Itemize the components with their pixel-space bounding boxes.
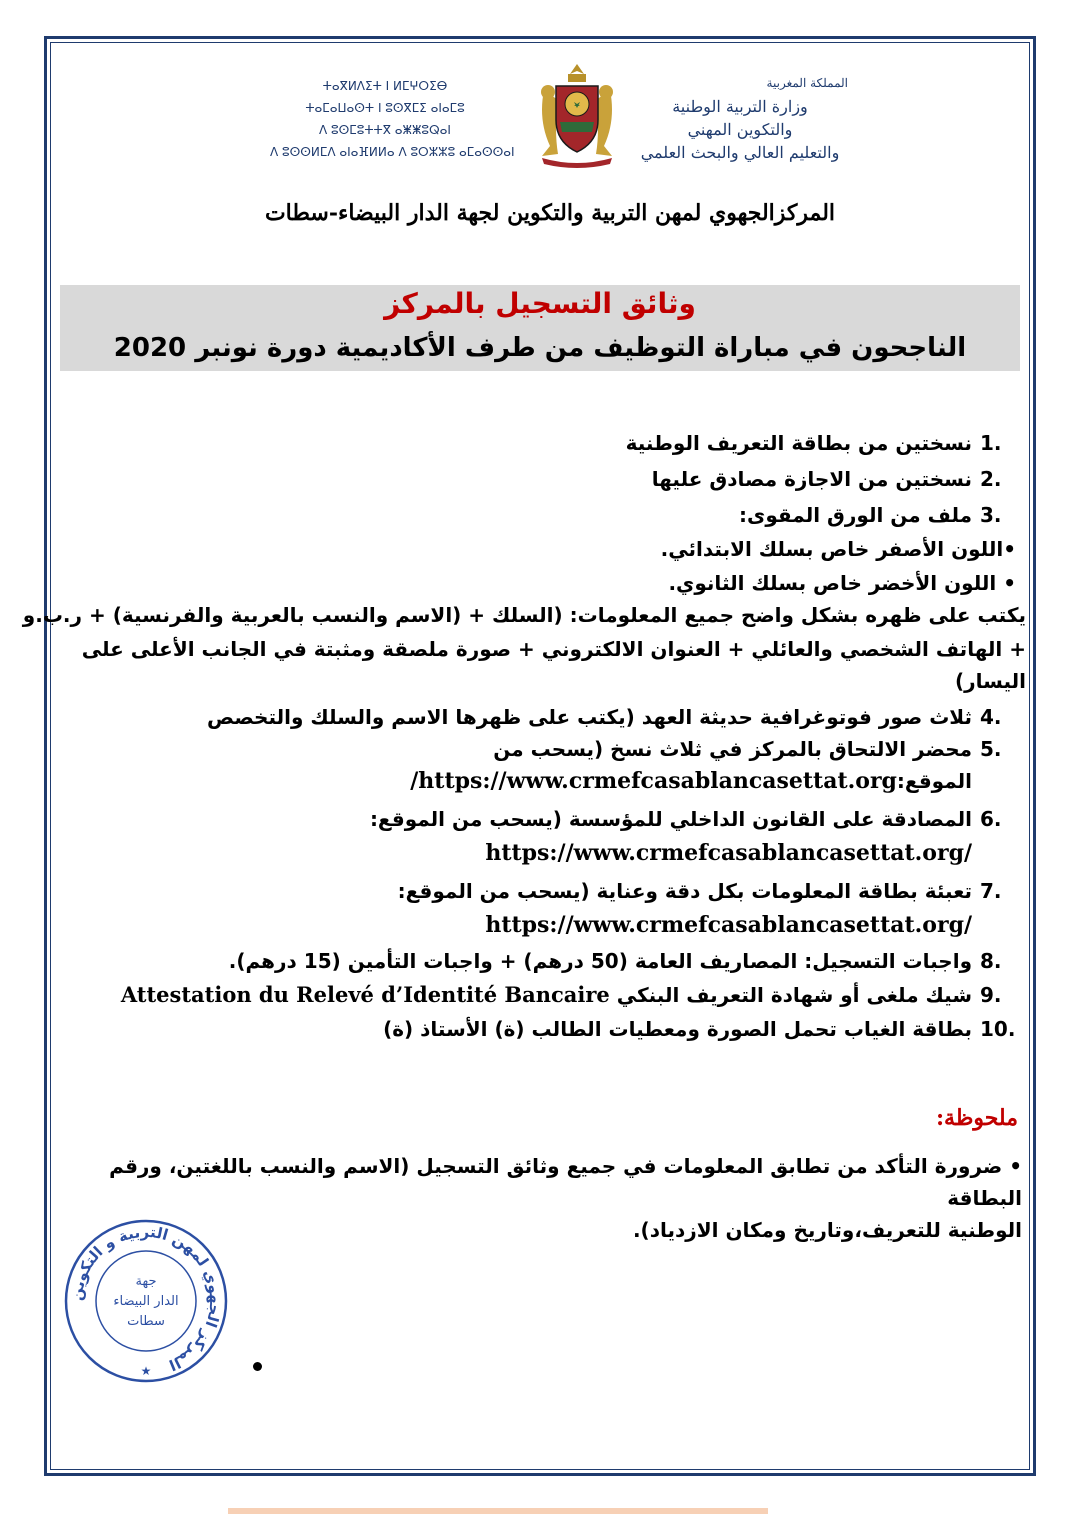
item-text: محضر الالتحاق بالمركز في ثلاث نسخ (يسحب من — [493, 737, 972, 761]
list-item — [62, 978, 1022, 1012]
page-title: وثائق التسجيل بالمركز — [384, 287, 696, 320]
item-text: واجبات التسجيل: المصاريف العامة (50 درهم) + واجبات التأمين (15 درهم). — [228, 949, 972, 973]
page-subtitle: الناجحون في مباراة التوظيف من طرف الأكاديمية دورة نونبر 2020 — [113, 333, 967, 363]
list-item — [62, 498, 1022, 532]
item-number: 6. — [980, 807, 1002, 831]
list-item-continuation — [62, 908, 1022, 944]
item-text-fr: Attestation du Relevé d’Identité Bancaire — [120, 982, 610, 1007]
ministry-line: والتكوين المهني — [687, 120, 793, 139]
stamp-ring-text: المركز الجهوي لمهن التربية و التكوين — [67, 1222, 225, 1375]
note-line: • ضرورة التأكد من تطابق المعلومات في جميع وثائق التسجيل (الاسم والنسب باللغتين، ورقم البطاقة — [109, 1154, 1022, 1210]
list-item — [62, 1012, 1022, 1046]
documents-list — [22, 426, 1026, 1046]
coat-of-arms-icon — [532, 60, 622, 170]
item-text: المصادقة على القانون الداخلي للمؤسسة (يسحب من الموقع: — [369, 807, 972, 831]
tifinagh-header — [270, 75, 515, 163]
ministry-line: المملكة المغربية — [766, 76, 848, 90]
bottom-strip — [228, 1508, 768, 1514]
site-url[interactable]: /https://www.crmefcasablancasettat.org — [410, 768, 897, 794]
site-label: الموقع: — [896, 769, 972, 793]
list-subitem — [62, 632, 1026, 664]
item-text: ثلاث صور فوتوغرافية حديثة العهد (يكتب على ظهرها الاسم والسلك والتخصص — [207, 705, 972, 729]
item-number: 2. — [980, 467, 1002, 491]
site-url[interactable]: https://www.crmefcasablancasettat.org/ — [485, 840, 972, 866]
ministry-header — [620, 72, 860, 164]
tifinagh-line: ⴷ ⵓⵙⵎⵓⵜⵜⴳ ⴰⵥⵥⵓⵕⴰⵏ — [319, 123, 451, 137]
list-item-continuation — [62, 836, 1022, 874]
note-line: الوطنية للتعريف،وتاريخ ومكان الازدياد). — [632, 1218, 1022, 1242]
star-icon: ★ — [140, 1364, 152, 1378]
site-url[interactable]: https://www.crmefcasablancasettat.org/ — [485, 912, 972, 938]
item-number: 8. — [980, 949, 1002, 973]
item-number: 5. — [980, 737, 1002, 761]
item-text: تعبئة بطاقة المعلومات بكل دقة وعناية (يسحب من الموقع: — [397, 879, 972, 903]
item-text: ملف من الورق المقوى: — [739, 503, 972, 527]
item-number: 7. — [980, 879, 1002, 903]
list-item — [62, 874, 1022, 908]
tifinagh-line: ⴷ ⵓⵙⵙⵍⵎⴷ ⴰⵏⴰⴼⵍⵍⴰ ⴷ ⵓⵔⵣⵣⵓ ⴰⵎⴰⵙⵙⴰⵏ — [270, 145, 515, 159]
item-text — [62, 978, 1022, 1012]
item-text: بطاقة الغياب تحمل الصورة ومعطيات الطالب (ة) الأستاذ (ة) — [383, 1017, 972, 1041]
green-folder-note: • اللون الأخضر خاص بسلك الثانوي. — [668, 571, 1016, 595]
list-item — [62, 426, 1022, 462]
bullet-dot — [253, 1362, 262, 1371]
item-text — [62, 764, 1022, 798]
item-number: 4. — [980, 705, 1002, 729]
ministry-line: وزارة التربية الوطنية — [672, 97, 808, 116]
folder-instructions: يكتب على ظهره بشكل واضح جميع المعلومات: (السلك + (الاسم والنسب بالعربية والفرنسية) + ر.ب.و — [22, 603, 1026, 627]
list-item — [62, 944, 1022, 978]
folder-instructions: + الهاتف الشخصي والعائلي + العنوان الالكتروني + صورة ملصقة ومثبتة في الجانب الأعلى على — [81, 637, 1026, 661]
list-subitem — [62, 566, 1022, 598]
official-stamp — [60, 1215, 232, 1387]
item-number: 3. — [980, 503, 1002, 527]
item-number: 10. — [980, 1017, 1016, 1041]
ministry-line: والتعليم العالي والبحث العلمي — [640, 143, 840, 162]
note-title: ملحوظة: — [935, 1105, 1018, 1131]
item-text-ar: شيك ملغى أو شهادة التعريف البنكي — [616, 983, 972, 1007]
item-number: 9. — [980, 983, 1002, 1007]
list-subitem — [22, 598, 1026, 632]
list-item — [62, 462, 1022, 498]
list-item — [62, 700, 1022, 732]
tifinagh-line: ⵜⴰⴳⵍⴷⵉⵜ ⵏ ⵍⵎⵖⵔⵉⴱ — [322, 79, 448, 93]
list-item — [62, 802, 1022, 836]
tifinagh-line: ⵜⴰⵎⴰⵡⴰⵙⵜ ⵏ ⵓⵙⴳⵎⵉ ⴰⵏⴰⵎⵓ — [305, 101, 465, 115]
yellow-folder-note: •اللون الأصفر خاص بسلك الابتدائي. — [660, 537, 1016, 561]
list-item — [62, 732, 1022, 764]
center-name: المركزالجهوي لمهن التربية والتكوين لجهة الدار البيضاء-سطات — [264, 200, 836, 226]
item-number: 1. — [980, 431, 1002, 455]
folder-instructions: اليسار) — [954, 669, 1026, 693]
list-subitem — [62, 532, 1022, 566]
stamp-center-line: سطات — [127, 1314, 165, 1329]
item-text: نسختين من الاجازة مصادق عليها — [651, 467, 972, 491]
stamp-center-line: الدار البيضاء — [113, 1294, 179, 1309]
list-subitem — [62, 664, 1026, 700]
list-item-continuation — [62, 764, 1022, 802]
stamp-center-line: جهة — [135, 1274, 157, 1289]
item-text: نسختين من بطاقة التعريف الوطنية — [625, 431, 972, 455]
